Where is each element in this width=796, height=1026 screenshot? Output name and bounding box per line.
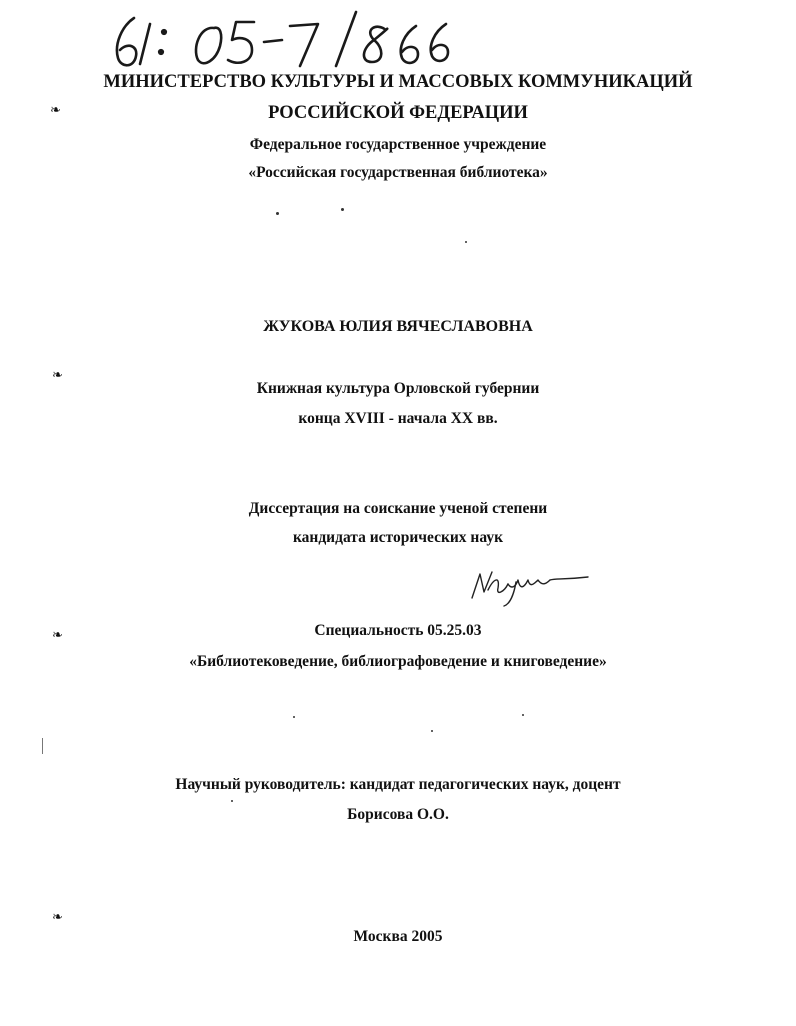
ministry-line-2: РОССИЙСКОЙ ФЕДЕРАЦИИ: [268, 103, 528, 123]
scan-speck: [341, 208, 344, 211]
binder-mark-icon: ❧: [50, 102, 61, 117]
scan-speck: [522, 714, 524, 716]
scan-speck: [465, 241, 467, 243]
institution-name: «Российская государственная библиотека»: [248, 164, 548, 181]
handwritten-signature: [458, 560, 598, 610]
ministry-line-1: МИНИСТЕРСТВО КУЛЬТУРЫ И МАССОВЫХ КОММУНИКАЦИЙ: [103, 72, 693, 92]
binder-mark-icon: ❧: [52, 627, 63, 642]
supervisor-name: Борисова О.О.: [347, 806, 449, 823]
degree-line-1: Диссертация на соискание ученой степени: [248, 500, 548, 517]
dissertation-title-line-2: конца XVIII - начала XX вв.: [298, 410, 498, 427]
supervisor-title: Научный руководитель: кандидат педагогических наук, доцент: [175, 776, 621, 793]
institution-type: Федеральное государственное учреждение: [249, 136, 547, 153]
author-name: ЖУКОВА ЮЛИЯ ВЯЧЕСЛАВОВНА: [263, 318, 533, 335]
specialty-code: Специальность 05.25.03: [314, 622, 482, 639]
degree-line-2: кандидата исторических наук: [292, 529, 504, 546]
binder-mark-icon: ❧: [52, 367, 63, 382]
scan-line: [42, 738, 43, 754]
city-year: Москва 2005: [353, 928, 443, 945]
specialty-name: «Библиотековедение, библиографоведение и книговедение»: [189, 653, 607, 670]
scan-speck: [231, 800, 233, 802]
dissertation-title-line-1: Книжная культура Орловской губернии: [256, 380, 540, 397]
handwritten-archive-number: [104, 4, 464, 74]
scan-speck: [276, 212, 279, 215]
binder-mark-icon: ❧: [52, 909, 63, 924]
scan-speck: [293, 716, 295, 718]
scan-speck: [431, 730, 433, 732]
